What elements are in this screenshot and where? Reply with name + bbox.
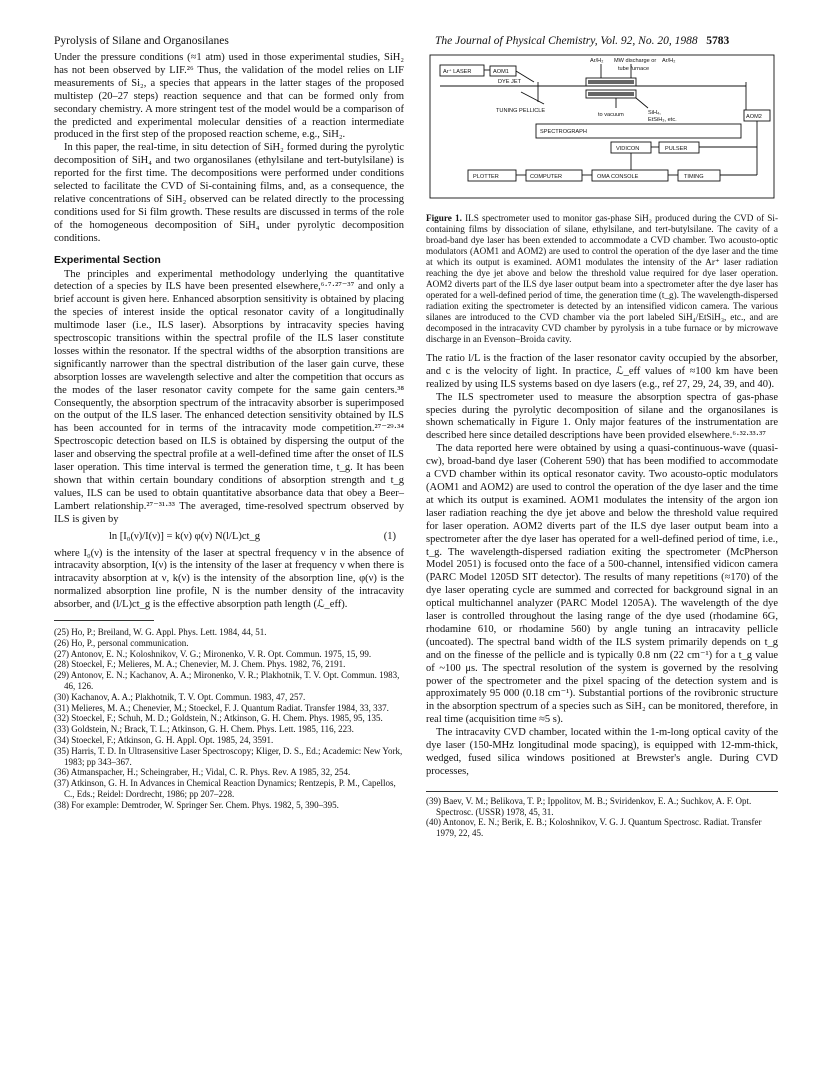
furnace-hatch-lower	[588, 92, 634, 96]
fig-label-to-vacuum: to vacuum	[598, 112, 624, 118]
right-column	[426, 52, 778, 839]
reference-item: (28) Stoeckel, F.; Melieres, M. A.; Chenevier, M. J. Chem. Phys. 1982, 76, 2191.	[54, 659, 346, 670]
fig-label-tuning-pellicle: TUNING PELLICLE	[496, 108, 546, 114]
running-title: Pyrolysis of Silane and Organosilanes	[54, 35, 229, 47]
left-column	[54, 52, 404, 811]
reference-list-continued	[426, 791, 778, 839]
reference-item: (38) For example: Demtroder, W. Springer Ser. Chem. Phys. 1982, 5, 390–395.	[54, 799, 339, 810]
section-heading: Experimental Section	[54, 253, 161, 266]
journal-header	[435, 35, 729, 47]
fig-label-pulser: PULSER	[665, 146, 688, 152]
paragraph: In this paper, the real-time, in situ detection of SiH₂ formed during the pyrolytic decomposition of SiH₄ and two organosilanes (ethylsilane and tert-butylsilane) is reported for the first time. The decompositions were performed under conditions selected to facilitate the CVD of Si-containing films, and, as a consequence, the relative concentrations of SiH₂ observed can be related directly to the processing conditions used for Si film growth. These results are discussed in terms of the role of the homogeneous decomposition of SiH₄ under pyrolytic decomposition conditions.	[54, 142, 404, 244]
reference-item: (35) Harris, T. D. In Ultrasensitive Laser Spectroscopy; Kliger, D. S., Ed.; Academic: New York, 1983; pp 343–367.	[54, 745, 403, 767]
paragraph: The ratio l/L is the fraction of the laser resonator cavity occupied by the absorber, and c is the velocity of light. In practice, ℒ_eff values of ≈100 km have been realized by using ILS systems based on dye lasers (e.g., ref 27, 29, 24, 39, and 40).	[426, 352, 778, 390]
fig-label-computer: COMPUTER	[530, 174, 563, 180]
reference-item: (40) Antonov, E. N.; Berik, E. B.; Koloshnikov, V. G. J. Quantum Spectrosc. Radiat. Transfer 1979, 22, 45.	[426, 817, 762, 839]
equation-number: (1)	[383, 530, 396, 542]
equation-body: ln [I₀(ν)/I(ν)] = k(ν) φ(ν) N(l/L)ct_g	[109, 530, 260, 542]
reference-item: (39) Baev, V. M.; Belikova, T. P.; Ippolitov, M. B.; Sviridenkov, E. A.; Suchkov, A. F. Opt. Spectrosc. (USSR) 1978, 45, 31.	[426, 795, 752, 817]
fig-label-timing: TIMING	[684, 174, 704, 180]
fig-label-plotter: PLOTTER	[473, 174, 499, 180]
fig-label-vidicon: VIDICON	[616, 146, 640, 152]
fig-label-aom2: AOM2	[746, 114, 762, 120]
paragraph: where I₀(ν) is the intensity of the laser at spectral frequency ν in the absence of intracavity absorption, I(ν) is the intensity of the laser at frequency ν when there is intracavity absorption at ν, k(ν) is the intensity of the absorption line, φ(ν) is the normalized absorption line profile, N is the number density of the intracavity absorber, and (l/L)ct_g is the effective absorption path length (ℒ_eff).	[54, 547, 404, 611]
reference-item: (31) Melieres, M. A.; Chenevier, M.; Stoeckel, F. J. Quantum Radiat. Transfer 1984, 33, 337.	[54, 702, 389, 713]
fig-label-dye-jet: DYE JET	[498, 79, 522, 85]
paragraph: The ILS spectrometer used to measure the absorption spectra of gas-phase species during the pyrolytic decomposition of silane and the organosilanes is shown schematically in Figure 1. Only major features of the instrumentation are described here since detailed descriptions have been provided elsewhere.⁶·³²·³³·³⁷	[426, 391, 778, 442]
caption-text: ILS spectrometer used to monitor gas-phase SiH₂ produced during the CVD of Si-containing films by dissociation of silane, ethylsilane, and tert-butylsilane. The cavity of a broad-band dye laser has been extended to accommodate a CVD chamber. Two acousto-optic modulators (AOM1 and AOM2) are used to control the operation of the dye laser and the time at which its output is examined. AOM1 modulates the intensity of the Ar⁺ laser radiation reaching the dye jet above and below the threshold value required for dye laser operation. AOM2 diverts part of the ILS dye laser output beam into a spectrometer after the dye laser has operated for a well-defined period of time, the generation time (t_g). The wavelength-dispersed radiation exiting the spectrometer is detected by an intensified vidicon camera. The various silanes are introduced to the CVD chamber via the port labeled SiH₄/EtSiH₃, etc., and are decomposed in the intracavity CVD chamber by pyrolysis in a tube furnace or by microwave discharge in an Evenson–Broida cavity.	[426, 212, 779, 344]
paragraph: Under the pressure conditions (≈1 atm) used in those experimental studies, SiH₂ has not been observed by LIF.²⁶ Thus, the validation of the model relies on LIF measurements of Si₂, a species that appears in the latter stages of the proposed multistep (20–27 steps) reaction sequence and that can be formed only from secondary chemistry. A more stringent test of the model would be a comparison of the predicted and experimental molecular densities of a reaction intermediate produced in the first step of the proposed reaction scheme, e.g., SiH₂.	[54, 52, 404, 141]
reference-list	[54, 627, 404, 811]
reference-item: (26) Ho, P., personal communication.	[54, 637, 189, 648]
reference-item: (30) Kachanov, A. A.; Plakhotnik, T. V. Opt. Commun. 1983, 47, 257.	[54, 691, 306, 702]
fig-label-oma-console: OMA CONSOLE	[597, 174, 639, 180]
reference-item: (37) Atkinson, G. H. In Advances in Chemical Reaction Dynamics; Rentzepis, P. M., Capellos, C., Eds.; Reidel: Dordrecht, 1986; pp 207–228.	[54, 778, 396, 800]
fig-label-ar-laser: Ar⁺ LASER	[443, 69, 472, 75]
figure-1-schematic	[426, 52, 778, 202]
page-number: 5783	[706, 35, 730, 47]
fig-label-sih4: SiH₄,	[648, 110, 661, 116]
fig-label-aom1: AOM1	[493, 69, 509, 75]
reference-item: (25) Ho, P.; Breiland, W. G. Appl. Phys. Lett. 1984, 44, 51.	[54, 627, 267, 638]
paragraph: The data reported here were obtained by using a quasi-continuous-wave (quasi-cw), broad-band dye laser (Coherent 590) that has been modified to accommodate a CVD chamber within its optical resonator cavity. Two acousto-optic modulators (AOM1 and AOM2) are used to control the operation of the dye laser and the time at which its output is examined. AOM1 modulates the intensity of the argon ion laser radiation reaching the dye jet above and below the threshold value required for laser operation. AOM2 diverts part of the ILS dye laser output beam into a spectrometer after the dye laser has operated for a well-defined period of time, i.e., t_g. The wavelength-dispersed radiation exiting the spectrometer (McPherson Model 2051) is focused onto the face of a 500-channel, intensified vidicon camera (PARC Model 1205D SIT detector). The results of many repetitions (≈170) of the dye laser operating cycle are summed and corrected for background signal in an optical multichannel analyzer (PARC Model 1205A). The wavelength of the dye laser is controlled throughout the lasing range of the dye used (rhodamine 6G, rhodamine 610, or rhodamine 560) by angle tuning an intracavity pellicle (uncoated). The spectral band width of the ILS system primarily depends on t_g and on the finesse of the pellicle and is typically 0.8 nm (22 cm⁻¹) for a t_g value of ~100 μs. The spectral resolution of the system is governed by the resolving power of the spectrometer and the pixel spacing of the detection system and is approximately 95 000 (0.18 cm⁻¹). Substantial portions of the rovibronic structure in the absorption spectrum of a species such as SiH₂ can be monitored, therefore, in real time (acquisition time ≈5 s).	[426, 443, 778, 726]
reference-item: (29) Antonov, E. N.; Kachanov, A. A.; Mironenko, V. R.; Plakhotnik, T. V. Opt. Commun. 1983, 46, 126.	[54, 670, 400, 692]
reference-item: (34) Stoeckel, F.; Atkinson, G. H. Appl. Opt. 1985, 24, 3591.	[54, 735, 274, 746]
paragraph: The principles and experimental methodology underlying the quantitative detection of a species by ILS have been presented elsewhere,⁶·⁷·²⁷⁻³⁷ and only a brief account is given here. Enhanced absorption sensitivity is obtained by placing the species of interest inside the optical resonator cavity of a longitudinally multimode laser (i.e., ILS laser). Absorptions by intracavity species having spectroscopic transitions within the spectral profile of the ILS laser constitute losses within the resonator. If the spectral widths of the absorption transitions are significantly narrower than the spectral distribution of the laser gain curve, these absorption losses are wavelength selective and alter the competition that occurs as the modes of the laser resonator cavity compete for the same gain centers.³⁸ Consequently, the absorption spectrum of the intracavity absorber is superimposed on the output of the ILS laser. The enhanced detection sensitivity obtained by ILS has been accounted for in terms of the intracavity mode competition.²⁷⁻²⁹·³⁴ Spectroscopic detection based on ILS is obtained by dispersing the output of the laser and observing the spectral profile at a well-defined time after the onset of ILS laser operation. This time interval is termed the generation time, t_g. It has been shown that within certain boundary conditions of absorption strength and t_g values, ILS can be used to obtain quantitative absorbance data that obey a Beer–Lambert relationship.²⁷⁻³¹·³³ The averaged, time-resolved spectrum observed by ILS is given by	[54, 268, 404, 525]
equation	[54, 531, 404, 544]
fig-label-spectrograph: SPECTROGRAPH	[540, 129, 587, 135]
fig-label-ar-h2-right: Ar/H₂	[662, 58, 676, 64]
reference-item: (27) Antonov, E. N.; Koloshnikov, V. G.; Mironenko, V. R. Opt. Commun. 1975, 15, 99.	[54, 648, 372, 659]
fig-label-mw-discharge: MW discharge or	[614, 58, 657, 64]
reference-item: (32) Stoeckel, F.; Schuh, M. D.; Goldstein, N.; Atkinson, G. H. Chem. Phys. 1985, 95, 135.	[54, 713, 383, 724]
paragraph: The intracavity CVD chamber, located within the 1-m-long optical cavity of the dye laser (150-MHz longitudinal mode spacing), is equipped with 12-mm-thick, wedged, fused silica windows positioned at Brewster's angle. During CVD processes,	[426, 727, 778, 777]
fig-label-tube-furnace: tube furnace	[618, 66, 650, 72]
furnace-hatch	[588, 80, 634, 84]
figure-caption	[426, 213, 778, 345]
journal-citation: The Journal of Physical Chemistry, Vol. 92, No. 20, 1988	[435, 35, 698, 47]
reference-item: (36) Atmanspacher, H.; Scheingraber, H.; Vidal, C. R. Phys. Rev. A 1985, 32, 254.	[54, 767, 351, 778]
fig-label-etsih3: EtSiH₃, etc.	[648, 117, 677, 123]
footnote-rule	[54, 620, 154, 621]
fig-label-ar-h2-left: Ar/H₂	[590, 58, 604, 64]
reference-item: (33) Goldstein, N.; Brack, T. L.; Atkinson, G. H. Chem. Phys. Lett. 1985, 116, 223.	[54, 724, 354, 735]
caption-label: Figure 1.	[426, 212, 462, 223]
